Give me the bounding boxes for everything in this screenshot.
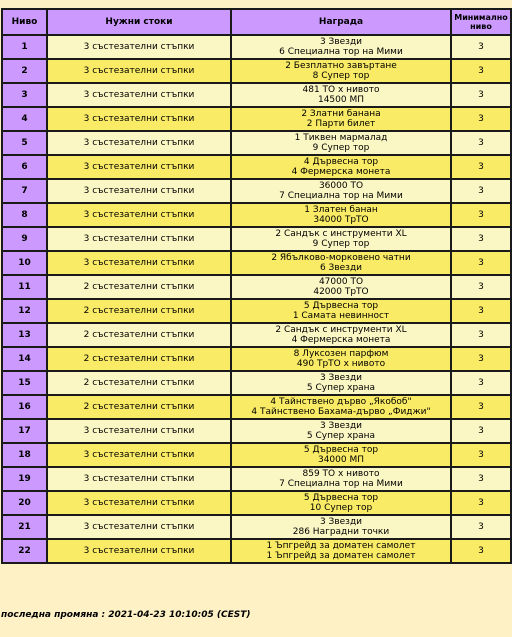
level-cell: 8 (2, 203, 47, 227)
reward-cell (231, 179, 451, 203)
level-cell: 6 (2, 155, 47, 179)
reward-line: 36000 ТО (318, 181, 364, 191)
level-cell: 21 (2, 515, 47, 539)
reward-cell (231, 275, 451, 299)
goods-cell: 3 състезателни стъпки (47, 179, 231, 203)
level-cell: 19 (2, 467, 47, 491)
goods-cell: 3 състезателни стъпки (47, 419, 231, 443)
goods-cell: 3 състезателни стъпки (47, 467, 231, 491)
min-level-cell: 3 (451, 131, 511, 155)
goods-cell: 3 състезателни стъпки (47, 443, 231, 467)
reward-line: 5 Дървесна тор (303, 445, 379, 455)
reward-cell (231, 395, 451, 419)
level-cell: 7 (2, 179, 47, 203)
reward-line: 859 ТО x нивото (302, 469, 380, 479)
reward-cell (231, 443, 451, 467)
min-level-cell: 3 (451, 515, 511, 539)
table-row (2, 443, 511, 467)
min-level-cell: 3 (451, 155, 511, 179)
table-row (2, 179, 511, 203)
min-level-cell: 3 (451, 203, 511, 227)
table-row (2, 83, 511, 107)
reward-line: 1 Златен банан (304, 205, 378, 215)
header-min-level-line1: Минимално (454, 13, 508, 22)
table-row (2, 107, 511, 131)
table-row (2, 275, 511, 299)
goods-cell: 2 състезателни стъпки (47, 299, 231, 323)
reward-line: 5 Супер храна (306, 431, 376, 441)
table-row (2, 323, 511, 347)
reward-cell (231, 299, 451, 323)
level-cell: 18 (2, 443, 47, 467)
reward-line: 7 Специална тор на Мими (279, 479, 403, 489)
reward-line: 5 Дървесна тор (303, 493, 379, 503)
goods-cell: 2 състезателни стъпки (47, 275, 231, 299)
header-min-level (451, 9, 511, 35)
table-row (2, 515, 511, 539)
reward-cell (231, 539, 451, 563)
table-row (2, 155, 511, 179)
goods-cell: 3 състезателни стъпки (47, 107, 231, 131)
reward-cell (231, 251, 451, 275)
level-cell: 22 (2, 539, 47, 563)
min-level-cell: 3 (451, 107, 511, 131)
level-cell: 14 (2, 347, 47, 371)
reward-line: 4 Тайнствено дърво „Якобоб" (270, 397, 412, 407)
reward-cell (231, 347, 451, 371)
table-row (2, 35, 511, 59)
reward-cell (231, 419, 451, 443)
min-level-cell: 3 (451, 347, 511, 371)
reward-line: 1 Тиквен мармалад (294, 133, 388, 143)
table-row (2, 395, 511, 419)
goods-cell: 3 състезателни стъпки (47, 515, 231, 539)
min-level-cell: 3 (451, 491, 511, 515)
header-level: Ниво (2, 9, 47, 35)
min-level-cell: 3 (451, 83, 511, 107)
level-cell: 3 (2, 83, 47, 107)
reward-line: 47000 ТО (318, 277, 364, 287)
reward-cell (231, 227, 451, 251)
reward-line: 1 Ъпгрейд за доматен самолет (266, 541, 416, 551)
goods-cell: 3 състезателни стъпки (47, 227, 231, 251)
min-level-cell: 3 (451, 299, 511, 323)
reward-line: 3 Звезди (319, 373, 363, 383)
reward-line: 3 Звезди (319, 37, 363, 47)
min-level-cell: 3 (451, 59, 511, 83)
goods-cell: 3 състезателни стъпки (47, 491, 231, 515)
level-cell: 11 (2, 275, 47, 299)
table-row (2, 131, 511, 155)
last-modified-footer: последна промяна : 2021-04-23 10:10:05 (CEST) (1, 610, 251, 620)
reward-line: 4 Фермерска монета (291, 167, 391, 177)
table-row (2, 299, 511, 323)
reward-cell (231, 371, 451, 395)
goods-cell: 2 състезателни стъпки (47, 371, 231, 395)
table-row (2, 347, 511, 371)
reward-line: 8 Супер тор (312, 71, 370, 81)
reward-line: 14500 МП (317, 95, 365, 105)
table-row (2, 539, 511, 563)
level-cell: 20 (2, 491, 47, 515)
table-header-row (2, 9, 511, 35)
reward-cell (231, 491, 451, 515)
reward-line: 2 Ябълково-морковено чатни (271, 253, 411, 263)
min-level-cell: 3 (451, 395, 511, 419)
level-cell: 2 (2, 59, 47, 83)
level-cell: 17 (2, 419, 47, 443)
goods-cell: 2 състезателни стъпки (47, 347, 231, 371)
goods-cell: 3 състезателни стъпки (47, 155, 231, 179)
min-level-cell: 3 (451, 323, 511, 347)
reward-line: 34000 ТрТО (313, 215, 369, 225)
level-cell: 12 (2, 299, 47, 323)
table-body (2, 35, 511, 563)
reward-cell (231, 83, 451, 107)
min-level-cell: 3 (451, 35, 511, 59)
reward-cell (231, 131, 451, 155)
reward-line: 2 Безплатно завъртане (285, 61, 397, 71)
reward-line: 5 Дървесна тор (303, 301, 379, 311)
reward-line: 3 Звезди (319, 517, 363, 527)
reward-cell (231, 515, 451, 539)
reward-cell (231, 59, 451, 83)
min-level-cell: 3 (451, 443, 511, 467)
min-level-cell: 3 (451, 371, 511, 395)
goods-cell: 3 състезателни стъпки (47, 251, 231, 275)
table-row (2, 491, 511, 515)
reward-line: 1 Ъпгрейд за доматен самолет (266, 551, 416, 561)
header-reward: Награда (231, 9, 451, 35)
reward-line: 286 Наградни точки (292, 527, 390, 537)
goods-cell: 3 състезателни стъпки (47, 131, 231, 155)
level-cell: 13 (2, 323, 47, 347)
min-level-cell: 3 (451, 539, 511, 563)
table-row (2, 227, 511, 251)
min-level-cell: 3 (451, 227, 511, 251)
rewards-table (1, 8, 512, 564)
reward-line: 3 Звезди (319, 421, 363, 431)
min-level-cell: 3 (451, 467, 511, 491)
reward-line: 4 Тайнствено Бахама-дърво „Фиджи" (251, 407, 431, 417)
reward-line: 481 ТО x нивото (302, 85, 380, 95)
level-cell: 5 (2, 131, 47, 155)
reward-cell (231, 155, 451, 179)
level-cell: 1 (2, 35, 47, 59)
goods-cell: 3 състезателни стъпки (47, 539, 231, 563)
reward-line: 2 Сандък с инструменти XL (275, 325, 407, 335)
goods-cell: 2 състезателни стъпки (47, 323, 231, 347)
reward-line: 2 Парти билет (306, 119, 376, 129)
table-row (2, 371, 511, 395)
min-level-cell: 3 (451, 419, 511, 443)
reward-line: 10 Супер тор (309, 503, 373, 513)
table-row (2, 203, 511, 227)
level-cell: 4 (2, 107, 47, 131)
level-cell: 16 (2, 395, 47, 419)
goods-cell: 3 състезателни стъпки (47, 59, 231, 83)
reward-line: 490 ТрТО x нивото (296, 359, 386, 369)
table-row (2, 419, 511, 443)
table-row (2, 59, 511, 83)
reward-cell (231, 323, 451, 347)
reward-line: 9 Супер тор (312, 143, 370, 153)
reward-cell (231, 203, 451, 227)
reward-line: 6 Звезди (319, 263, 363, 273)
reward-line: 1 Самата невинност (292, 311, 390, 321)
min-level-cell: 3 (451, 179, 511, 203)
reward-line: 6 Специална тор на Мими (279, 47, 403, 57)
reward-cell (231, 467, 451, 491)
reward-line: 4 Дървесна тор (303, 157, 379, 167)
reward-line: 2 Златни банана (301, 109, 381, 119)
level-cell: 10 (2, 251, 47, 275)
reward-line: 5 Супер храна (306, 383, 376, 393)
reward-line: 34000 МП (317, 455, 365, 465)
level-cell: 9 (2, 227, 47, 251)
reward-line: 42000 ТрТО (313, 287, 369, 297)
table-row (2, 467, 511, 491)
header-min-level-line2: ниво (470, 22, 492, 31)
reward-line: 8 Луксозен парфюм (293, 349, 389, 359)
goods-cell: 3 състезателни стъпки (47, 83, 231, 107)
reward-line: 2 Сандък с инструменти XL (275, 229, 407, 239)
reward-line: 7 Специална тор на Мими (279, 191, 403, 201)
goods-cell: 2 състезателни стъпки (47, 395, 231, 419)
reward-cell (231, 107, 451, 131)
reward-cell (231, 35, 451, 59)
goods-cell: 3 състезателни стъпки (47, 35, 231, 59)
reward-line: 4 Фермерска монета (291, 335, 391, 345)
min-level-cell: 3 (451, 275, 511, 299)
min-level-cell: 3 (451, 251, 511, 275)
level-cell: 15 (2, 371, 47, 395)
reward-line: 9 Супер тор (312, 239, 370, 249)
table-row (2, 251, 511, 275)
header-goods: Нужни стоки (47, 9, 231, 35)
goods-cell: 3 състезателни стъпки (47, 203, 231, 227)
